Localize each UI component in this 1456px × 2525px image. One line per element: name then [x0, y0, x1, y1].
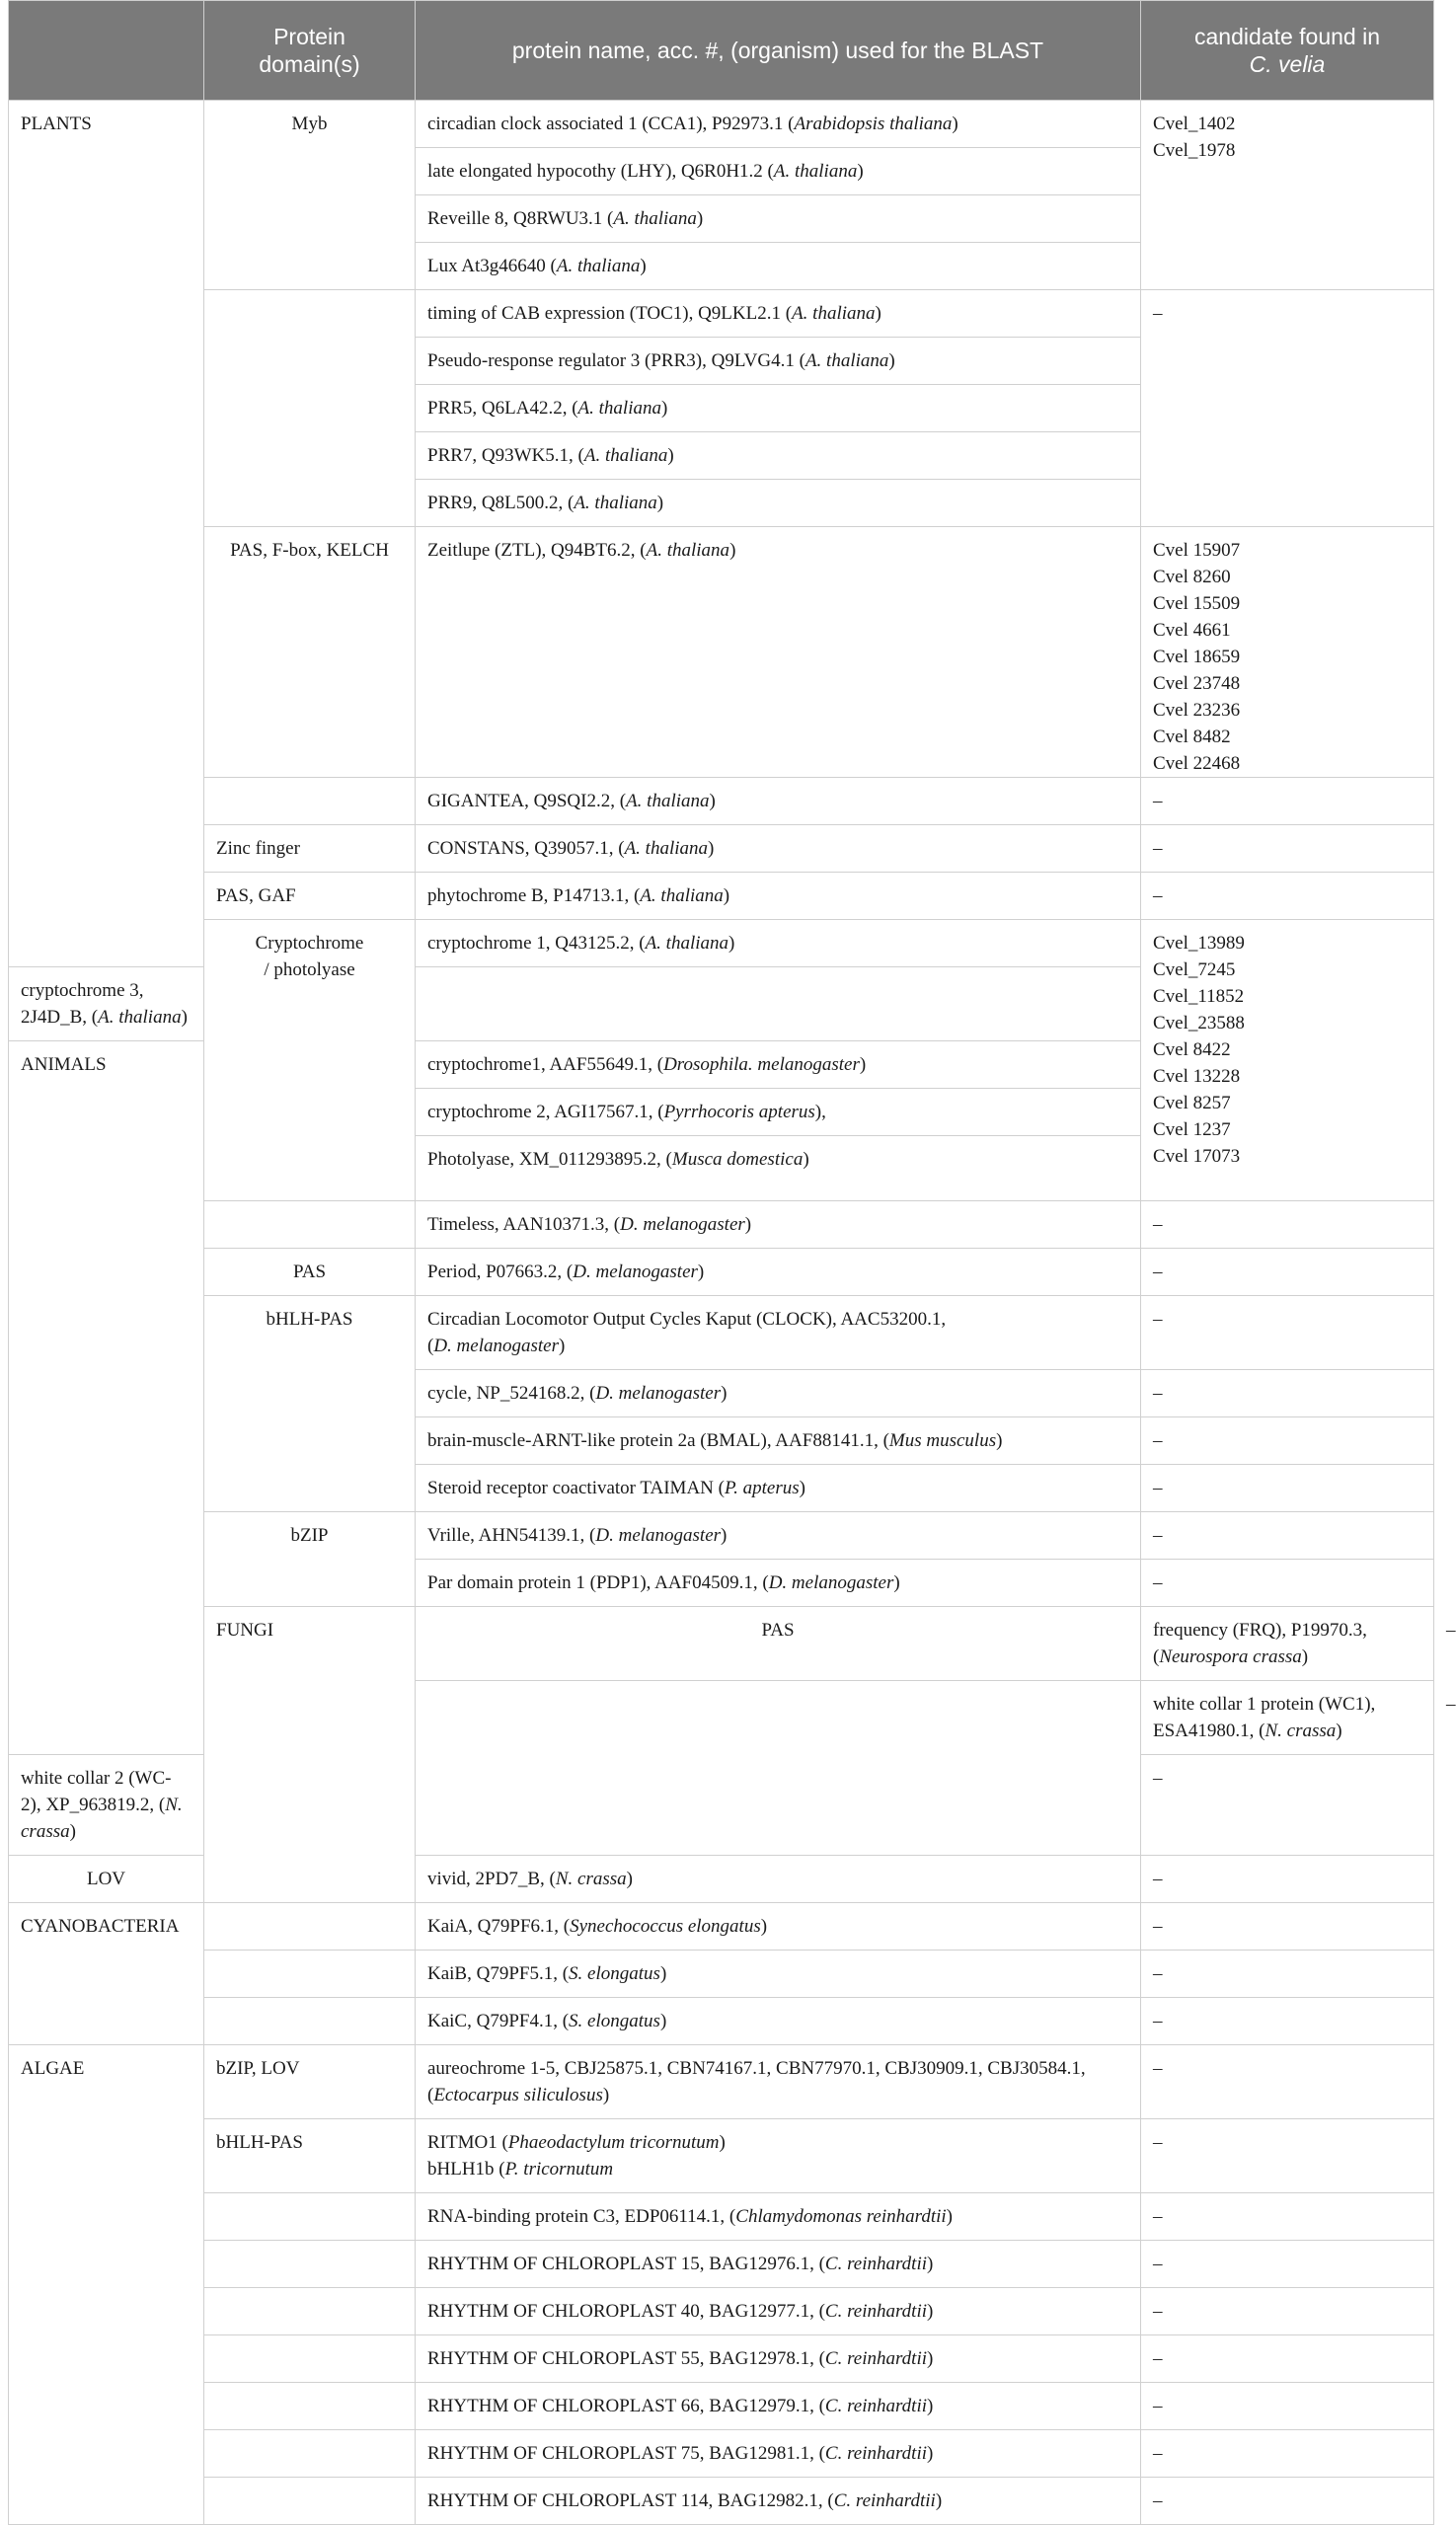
candidate-cell: –: [1141, 1296, 1434, 1370]
protein-cell: Vrille, AHN54139.1, (D. melanogaster): [416, 1512, 1141, 1560]
header-candidate: candidate found in C. velia: [1141, 1, 1434, 101]
candidate-cell: –: [1141, 2045, 1434, 2119]
protein-cell: Par domain protein 1 (PDP1), AAF04509.1, (D. melanogaster): [416, 1560, 1141, 1607]
protein-cell: cycle, NP_524168.2, (D. melanogaster): [416, 1370, 1141, 1417]
protein-cell: Timeless, AAN10371.3, (D. melanogaster): [416, 1201, 1141, 1249]
candidate-cell: –: [1141, 1417, 1434, 1465]
protein-cell: RITMO1 (Phaeodactylum tricornutum) bHLH1b (P. tricornutum: [416, 2119, 1141, 2193]
domain-cell: [204, 290, 416, 527]
protein-cell: white collar 1 protein (WC1), ESA41980.1, (N. crassa): [1141, 1681, 1434, 1755]
protein-cell: GIGANTEA, Q9SQI2.2, (A. thaliana): [416, 778, 1141, 825]
candidate-cell: –: [1141, 2478, 1434, 2525]
table-row: FUNGI PAS frequency (FRQ), P19970.3, (Neurospora crassa) –: [9, 1607, 1434, 1681]
protein-cell: Zeitlupe (ZTL), Q94BT6.2, (A. thaliana): [416, 527, 1141, 778]
group-cyanobacteria: CYANOBACTERIA: [9, 1903, 204, 2045]
protein-cell: CONSTANS, Q39057.1, (A. thaliana): [416, 825, 1141, 873]
protein-cell: Lux At3g46640 (A. thaliana): [416, 243, 1141, 290]
group-plants: PLANTS: [9, 101, 204, 967]
domain-cell: [204, 2478, 416, 2525]
table-row: [9, 527, 1434, 778]
table-row: [9, 101, 1434, 148]
protein-cell: Reveille 8, Q8RWU3.1 (A. thaliana): [416, 195, 1141, 243]
candidate-cell: –: [1141, 1465, 1434, 1512]
domain-cell: LOV: [9, 1856, 204, 1903]
table-row: [9, 778, 1434, 825]
header-row: [9, 1, 1434, 101]
table-row: [9, 1249, 1434, 1296]
group-fungi: FUNGI: [204, 1607, 416, 1903]
domain-cell: [204, 2383, 416, 2430]
table-row: [9, 825, 1434, 873]
protein-cell: PRR9, Q8L500.2, (A. thaliana): [416, 480, 1141, 527]
protein-cell: RHYTHM OF CHLOROPLAST 15, BAG12976.1, (C. reinhardtii): [416, 2241, 1141, 2288]
protein-cell: RHYTHM OF CHLOROPLAST 66, BAG12979.1, (C. reinhardtii): [416, 2383, 1141, 2430]
protein-cell: RHYTHM OF CHLOROPLAST 55, BAG12978.1, (C. reinhardtii): [416, 2335, 1141, 2383]
table-row: [9, 2335, 1434, 2383]
protein-cell: late elongated hypocothy (LHY), Q6R0H1.2 (A. thaliana): [416, 148, 1141, 195]
table-row: [9, 1951, 1434, 1998]
protein-cell: KaiC, Q79PF4.1, (S. elongatus): [416, 1998, 1141, 2045]
header-group: [9, 1, 204, 101]
protein-cell: Pseudo-response regulator 3 (PRR3), Q9LVG4.1 (A. thaliana): [416, 338, 1141, 385]
table-row: [9, 2193, 1434, 2241]
table-row: [9, 1512, 1434, 1560]
domain-cell: [204, 1998, 416, 2045]
domain-cell: [204, 1201, 416, 1249]
protein-cell: cryptochrome 1, Q43125.2, (A. thaliana): [416, 920, 1141, 967]
candidate-cell: –: [1141, 873, 1434, 920]
candidate-cell: –: [1141, 1370, 1434, 1417]
table-page: [8, 0, 1456, 2511]
table-row: [9, 2383, 1434, 2430]
candidate-cell: –: [1141, 825, 1434, 873]
protein-cell: timing of CAB expression (TOC1), Q9LKL2.1 (A. thaliana): [416, 290, 1141, 338]
table-row: [9, 920, 1434, 967]
domain-cell: bZIP, LOV: [204, 2045, 416, 2119]
blast-candidates-table: [8, 0, 1456, 2525]
domain-cell: Zinc finger: [204, 825, 416, 873]
table-row: [9, 1296, 1434, 1370]
domain-cell: [204, 2288, 416, 2335]
protein-cell: PRR7, Q93WK5.1, (A. thaliana): [416, 432, 1141, 480]
table-row: [9, 2241, 1434, 2288]
domain-cell: Cryptochrome / photolyase: [204, 920, 416, 1201]
header-protein: protein name, acc. #, (organism) used for the BLAST: [416, 1, 1141, 101]
candidate-cell: Cvel_1402 Cvel_1978: [1141, 101, 1434, 290]
protein-cell: PRR5, Q6LA42.2, (A. thaliana): [416, 385, 1141, 432]
candidate-cell: –: [1141, 1201, 1434, 1249]
protein-cell: aureochrome 1-5, CBJ25875.1, CBN74167.1, CBN77970.1, CBJ30909.1, CBJ30584.1, (Ectocarpus siliculosus): [416, 2045, 1141, 2119]
protein-cell: Circadian Locomotor Output Cycles Kaput (CLOCK), AAC53200.1, (D. melanogaster): [416, 1296, 1141, 1370]
protein-cell: KaiB, Q79PF5.1, (S. elongatus): [416, 1951, 1141, 1998]
protein-cell: RHYTHM OF CHLOROPLAST 114, BAG12982.1, (C. reinhardtii): [416, 2478, 1141, 2525]
domain-cell: Myb: [204, 101, 416, 290]
domain-cell: bZIP: [204, 1512, 416, 1607]
candidate-cell: –: [1141, 2288, 1434, 2335]
table-row: [9, 2045, 1434, 2119]
protein-cell: white collar 2 (WC-2), XP_963819.2, (N. crassa): [9, 1755, 204, 1856]
domain-cell: PAS: [204, 1249, 416, 1296]
candidate-cell: –: [1141, 2241, 1434, 2288]
table-row: [9, 1903, 1434, 1951]
protein-cell: cryptochrome1, AAF55649.1, (Drosophila. melanogaster): [416, 1041, 1141, 1089]
protein-cell: KaiA, Q79PF6.1, (Synechococcus elongatus): [416, 1903, 1141, 1951]
domain-cell: bHLH-PAS: [204, 2119, 416, 2193]
protein-cell: cryptochrome 3, 2J4D_B, (A. thaliana): [9, 967, 204, 1041]
candidate-cell: –: [1141, 2119, 1434, 2193]
candidate-cell: –: [1141, 2335, 1434, 2383]
table-row: [9, 873, 1434, 920]
candidate-cell: –: [1141, 290, 1434, 527]
candidate-cell: –: [1141, 2430, 1434, 2478]
candidate-cell: –: [1141, 2193, 1434, 2241]
candidate-cell: –: [1141, 1560, 1434, 1607]
protein-cell: phytochrome B, P14713.1, (A. thaliana): [416, 873, 1141, 920]
protein-cell: cryptochrome 2, AGI17567.1, (Pyrrhocoris apterus),: [416, 1089, 1141, 1136]
protein-cell: RHYTHM OF CHLOROPLAST 40, BAG12977.1, (C. reinhardtii): [416, 2288, 1141, 2335]
table-row: [9, 2119, 1434, 2193]
protein-cell: Period, P07663.2, (D. melanogaster): [416, 1249, 1141, 1296]
group-algae: ALGAE: [9, 2045, 204, 2525]
protein-cell: Photolyase, XM_011293895.2, (Musca domestica): [416, 1136, 1141, 1201]
domain-cell: [204, 778, 416, 825]
domain-cell: PAS, GAF: [204, 873, 416, 920]
table-row: [9, 2288, 1434, 2335]
candidate-cell: –: [1141, 1856, 1434, 1903]
domain-cell: [204, 2335, 416, 2383]
candidate-cell: –: [1141, 1249, 1434, 1296]
domain-cell: [204, 2241, 416, 2288]
table-row: [9, 1201, 1434, 1249]
table-row: white collar 1 protein (WC1), ESA41980.1, (N. crassa) –: [9, 1681, 1434, 1755]
domain-cell: [204, 1951, 416, 1998]
protein-cell: Steroid receptor coactivator TAIMAN (P. apterus): [416, 1465, 1141, 1512]
table-row: [9, 290, 1434, 338]
protein-cell: frequency (FRQ), P19970.3, (Neurospora crassa): [1141, 1607, 1434, 1681]
protein-cell: RHYTHM OF CHLOROPLAST 75, BAG12981.1, (C. reinhardtii): [416, 2430, 1141, 2478]
table-row: [9, 1998, 1434, 2045]
table-row: [9, 2430, 1434, 2478]
protein-cell: circadian clock associated 1 (CCA1), P92973.1 (Arabidopsis thaliana): [416, 101, 1141, 148]
protein-cell: brain-muscle-ARNT-like protein 2a (BMAL), AAF88141.1, (Mus musculus): [416, 1417, 1141, 1465]
candidate-cell: –: [1141, 1951, 1434, 1998]
domain-cell: bHLH-PAS: [204, 1296, 416, 1512]
protein-cell: RNA-binding protein C3, EDP06114.1, (Chlamydomonas reinhardtii): [416, 2193, 1141, 2241]
candidate-cell: –: [1141, 778, 1434, 825]
domain-cell: PAS, F-box, KELCH: [204, 527, 416, 778]
table-row: [9, 2478, 1434, 2525]
candidate-cell: Cvel_13989 Cvel_7245 Cvel_11852 Cvel_23588 Cvel 8422 Cvel 13228 Cvel 8257 Cvel 1237 Cvel 17073: [1141, 920, 1434, 1201]
group-animals: ANIMALS: [9, 1041, 204, 1755]
domain-cell: [204, 2193, 416, 2241]
header-domain: Protein domain(s): [204, 1, 416, 101]
domain-cell: PAS: [416, 1607, 1141, 1681]
domain-cell: [204, 2430, 416, 2478]
domain-cell: [416, 1681, 1141, 1856]
protein-cell: vivid, 2PD7_B, (N. crassa): [416, 1856, 1141, 1903]
candidate-cell: –: [1141, 1512, 1434, 1560]
candidate-cell: Cvel 15907 Cvel 8260 Cvel 15509 Cvel 4661 Cvel 18659 Cvel 23748 Cvel 23236 Cvel 8482 Cvel 22468: [1141, 527, 1434, 778]
candidate-cell: –: [1141, 2383, 1434, 2430]
candidate-cell: –: [1141, 1998, 1434, 2045]
candidate-cell: –: [1141, 1755, 1434, 1856]
candidate-cell: –: [1141, 1903, 1434, 1951]
domain-cell: [204, 1903, 416, 1951]
